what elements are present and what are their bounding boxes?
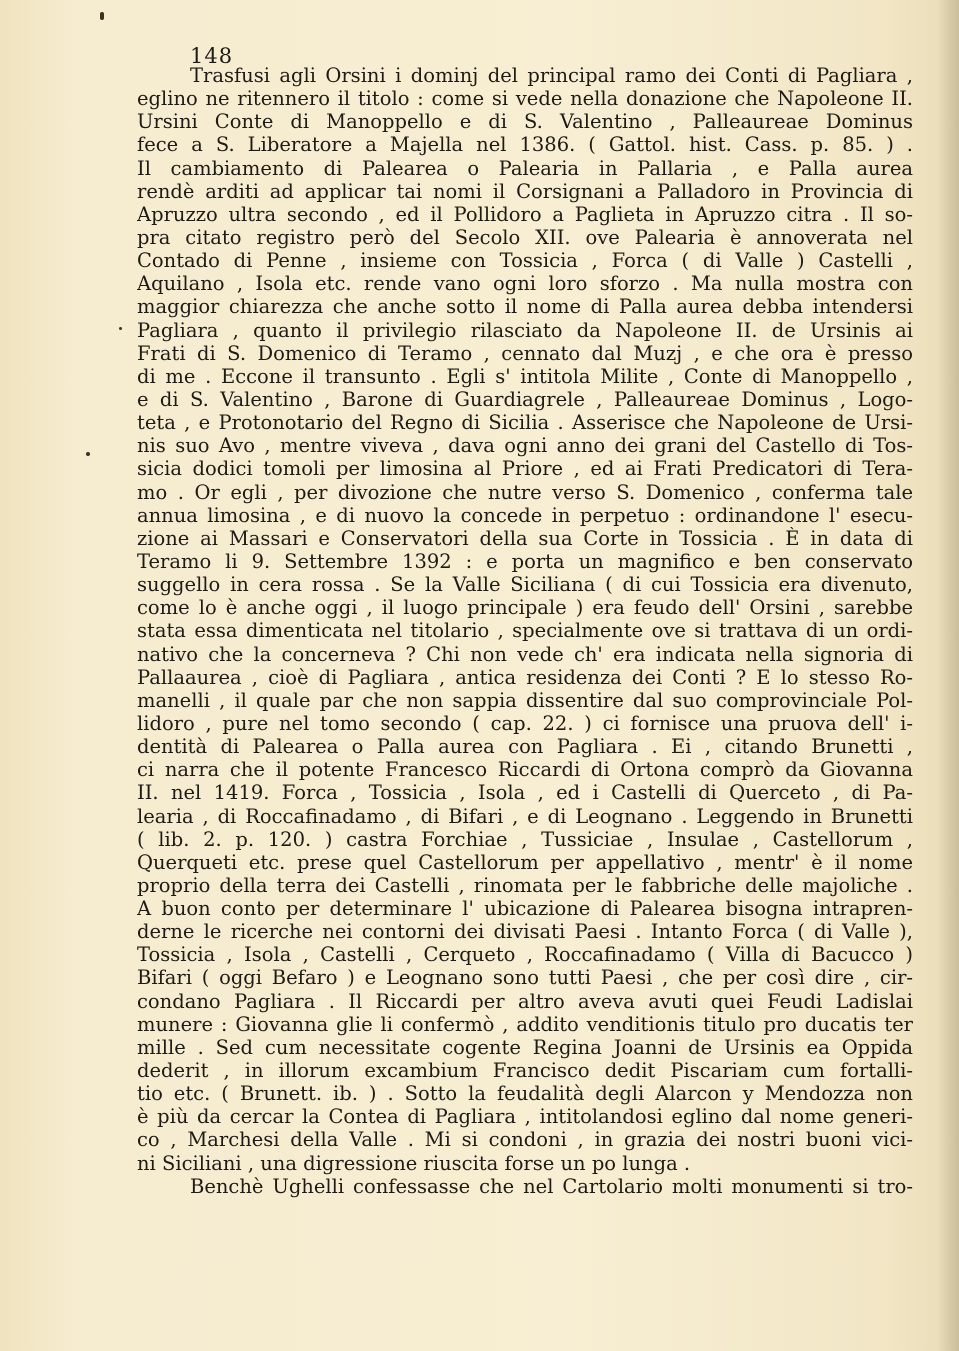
text-line: dentità di Palearea o Palla aurea con Pagliara . Ei , citando Brunetti , bbox=[137, 735, 913, 759]
text-line: A buon conto per determinare l' ubicazione di Palearea bisogna intrapren- bbox=[137, 897, 913, 921]
text-line: teta , e Protonotario del Regno di Sicilia . Asserisce che Napoleone de Ursi- bbox=[137, 411, 913, 435]
text-line: pra citato registro però del Secolo XII. ove Palearia è annoverata nel bbox=[137, 225, 913, 249]
text-line: ni Siciliani , una digressione riuscita forse un po lunga . bbox=[137, 1151, 691, 1175]
text-line: manelli , il quale par che non sappia dissentire dal suo comprovinciale Pol- bbox=[137, 688, 913, 712]
text-line: Frati di S. Domenico di Teramo , cennato dal Muzj , e che ora è presso bbox=[137, 341, 913, 365]
text-line: condano Pagliara . Il Riccardi per altro aveva avuti quei Feudi Ladislai bbox=[137, 989, 913, 1013]
page-edge-shadow bbox=[937, 0, 959, 1351]
text-line: derne le ricerche nei contorni dei divisati Paesi . Intanto Forca ( di Valle ), bbox=[137, 920, 913, 944]
text-line: Teramo li 9. Settembre 1392 : e porta un magnifico e ben conservato bbox=[137, 549, 913, 573]
page-number: 148 bbox=[190, 44, 234, 68]
text-line: Bifari ( oggi Befaro ) e Leognano sono tutti Paesi , che per così dire , cir- bbox=[137, 966, 913, 990]
ink-speck bbox=[119, 327, 122, 330]
text-line: annua limosina , e di nuovo la concede in perpetuo : ordinandone l' esecu- bbox=[137, 503, 913, 527]
ink-speck bbox=[100, 12, 104, 20]
text-line: learia , di Roccafinadamo , di Bifari , e di Leognano . Leggendo in Brunetti bbox=[137, 804, 913, 828]
text-line: come lo è anche oggi , il luogo principale ) era feudo dell' Orsini , sarebbe bbox=[137, 596, 913, 620]
text-line: Tossicia , Isola , Castelli , Cerqueto , Roccafinadamo ( Villa di Bacucco ) bbox=[137, 943, 913, 967]
text-line: tio etc. ( Brunett. ib. ) . Sotto la feudalità degli Alarcon y Mendozza non bbox=[137, 1082, 913, 1106]
text-line: rendè arditi ad applicar tai nomi il Corsignani a Palladoro in Provincia di bbox=[137, 179, 913, 203]
text-line: suggello in cera rossa . Se la Valle Siciliana ( di cui Tossicia era divenuto, bbox=[137, 573, 913, 597]
text-line: II. nel 1419. Forca , Tossicia , Isola , ed i Castelli di Querceto , di Pa- bbox=[137, 781, 913, 805]
text-line: Ursini Conte di Manoppello e di S. Valentino , Palleaureae Dominus bbox=[137, 110, 913, 134]
text-line: lidoro , pure nel tomo secondo ( cap. 22. ) ci fornisce una pruova dell' i- bbox=[137, 711, 913, 735]
text-line: ( lib. 2. p. 120. ) castra Forchiae , Tussiciae , Insulae , Castellorum , bbox=[137, 827, 913, 851]
text-line: stata essa dimenticata nel titolario , specialmente ove si trattava di un ordi- bbox=[137, 619, 913, 643]
text-line: Trasfusi agli Orsini i dominj del principal ramo dei Conti di Pagliara , bbox=[190, 64, 913, 87]
text-line: ci narra che il potente Francesco Riccardi di Ortona comprò da Giovanna bbox=[137, 758, 913, 782]
text-line: di me . Eccone il transunto . Egli s' intitola Milite , Conte di Manoppello , bbox=[137, 364, 913, 388]
body-text bbox=[137, 64, 913, 1198]
text-line: e di S. Valentino , Barone di Guardiagrele , Palleaureae Dominus , Logo- bbox=[137, 387, 913, 411]
text-line: nis suo Avo , mentre viveva , dava ogni anno dei grani del Castello di Tos- bbox=[137, 434, 913, 458]
text-line: Apruzzo ultra secondo , ed il Pollidoro a Paglieta in Apruzzo citra . Il so- bbox=[137, 202, 913, 226]
text-line: co , Marchesi della Valle . Mi si condoni , in grazia dei nostri buoni vici- bbox=[137, 1128, 913, 1152]
text-line: zione ai Massari e Conservatori della sua Corte in Tossicia . È in data di bbox=[137, 526, 913, 550]
text-line: è più da cercar la Contea di Pagliara , intitolandosi eglino dal nome generi- bbox=[137, 1105, 913, 1129]
text-line: Pallaaurea , cioè di Pagliara , antica residenza dei Conti ? E lo stesso Ro- bbox=[137, 665, 913, 689]
text-line: proprio della terra dei Castelli , rinomata per le fabbriche delle majoliche . bbox=[137, 873, 913, 897]
text-line: mille . Sed cum necessitate cogente Regina Joanni de Ursinis ea Oppida bbox=[137, 1035, 913, 1059]
text-line: munere : Giovanna glie li confermò , addito venditionis titulo pro ducatis ter bbox=[137, 1012, 913, 1036]
text-line: Il cambiamento di Palearea o Palearia in Pallaria , e Palla aurea bbox=[137, 156, 913, 180]
text-line: Aquilano , Isola etc. rende vano ogni loro sforzo . Ma nulla mostra con bbox=[137, 272, 913, 296]
text-line: eglino ne ritennero il titolo : come si vede nella donazione che Napoleone II. bbox=[137, 87, 913, 111]
text-line: Contado di Penne , insieme con Tossicia , Forca ( di Valle ) Castelli , bbox=[137, 249, 913, 273]
text-line: nativo che la concerneva ? Chi non vede ch' era indicata nella signoria di bbox=[137, 642, 913, 666]
text-line: maggior chiarezza che anche sotto il nome di Palla aurea debba intendersi bbox=[137, 295, 913, 319]
text-line: fece a S. Liberatore a Majella nel 1386. ( Gattol. hist. Cass. p. 85. ) . bbox=[137, 133, 913, 157]
text-line: dederit , in illorum excambium Francisco dedit Piscariam cum fortalli- bbox=[137, 1059, 913, 1083]
text-line: Querqueti etc. prese quel Castellorum per appellativo , mentr' è il nome bbox=[137, 850, 913, 874]
text-line: Benchè Ughelli confessasse che nel Cartolario molti monumenti si tro- bbox=[190, 1174, 913, 1198]
text-line: mo . Or egli , per divozione che nutre verso S. Domenico , conferma tale bbox=[137, 480, 913, 504]
text-line: Pagliara , quanto il privilegio rilasciato da Napoleone II. de Ursinis ai bbox=[137, 318, 913, 342]
text-line: sicia dodici tomoli per limosina al Priore , ed ai Frati Predicatori di Tera- bbox=[137, 457, 913, 481]
ink-speck bbox=[86, 452, 90, 456]
